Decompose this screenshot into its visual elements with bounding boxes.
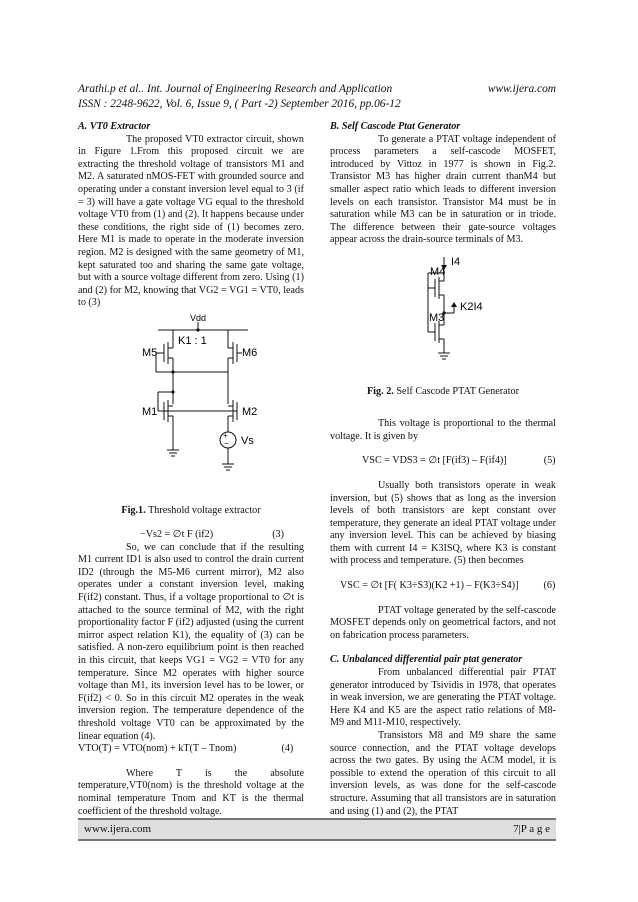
page-footer xyxy=(78,818,556,841)
mirror-ratio-label: K1 : 1 xyxy=(178,334,207,347)
issn-line: ISSN : 2248-9622, Vol. 6, Issue 9, ( Part -2) September 2016, pp.06-12 xyxy=(78,98,401,110)
left-paragraph-3: Where T is the absolute temperature,VT0(nom) is the threshold voltage at the nominal temperature Tnom and KT is the thermal coefficient of the threshold voltage. xyxy=(78,767,304,817)
header-website[interactable]: www.ijera.com xyxy=(487,83,556,95)
equation-6: VSC = ∅t [F( K3÷S3)(K2 +1) – F(K3÷S4)] (6) xyxy=(340,580,556,592)
journal-line: Arathi.p et al.. Int. Journal of Engineering Research and Application xyxy=(78,83,393,95)
section-heading-b: B. Self Cascode Ptat Generator xyxy=(330,121,461,132)
figure-2-caption xyxy=(330,386,556,399)
vs-minus-icon: − xyxy=(224,438,229,448)
k2i4-label: K2I4 xyxy=(460,300,483,313)
right-paragraph-4: PTAT voltage generated by the self-cascode MOSFET depends only on geometrical factors, and not on fabrication process parameters. xyxy=(330,604,556,641)
m3-label: M3 xyxy=(429,311,445,324)
figure-2 xyxy=(330,253,556,398)
right-paragraph-3: Usually both transistors operate in weak inversion, but (5) shows that as long as the inversion levels of both transistors are kept constant over temperature, they generate an ideal PTAT voltage under any inversion level. This can be achieved by biasing them with current I4 = K3ISQ, where K3 is constant with process and temperature. (5) then becomes xyxy=(330,479,556,567)
vs-label: Vs xyxy=(241,434,254,447)
k2i4-arrow-icon xyxy=(451,302,457,307)
equation-5: VSC = VDS3 = ∅t [F(if3) – F(if4)] (5) xyxy=(362,455,556,467)
right-paragraph-1: To generate a PTAT voltage independent of process parameters a self-cascode MOSFET, introduced by Vittoz in 1977 is shown in Fig.2. Transistor M3 has higher drain current thanM4 but smaller aspect ratio which leads to different inversion levels on each transistor. Transistor M4 must be in saturation while M3 can be in saturation or in triode. The difference between their gate-source voltages appear across the drain-source terminals of M3. xyxy=(330,133,556,246)
vdd-label: Vdd xyxy=(190,312,207,323)
figure-1-circuit xyxy=(78,312,304,494)
vs-plus-icon: + xyxy=(223,430,228,440)
left-column xyxy=(78,121,304,818)
section-heading-a: A. VT0 Extractor xyxy=(78,121,151,132)
section-heading-c: C. Unbalanced differential pair ptat generator xyxy=(330,654,523,666)
figure-1 xyxy=(78,312,304,517)
left-paragraph-1: The proposed VT0 extractor circuit, shown in Figure 1.From this proposed circuit we are extracting the threshold voltage of transistors M1 and M2. A saturated nMOS-FET with grounded source and operating under a constant inversion level equal to 3 (if = 3) will have a gate voltage VG equal to the threshold voltage VT0 from (1) and (2). It happens because under these conditions, the right side of (1) becomes zero. Here M1 is made to operate in the moderate inversion region. M2 is designed with the same geometry of M1, kept saturated too and sharing the same gate voltage, but with a source voltage different from zero. Using (1) and (2) for M2, knowing that VG2 = VG1 = VT0, leads to (3) xyxy=(78,133,304,309)
footer-website[interactable]: www.ijera.com xyxy=(84,823,152,835)
right-column xyxy=(330,121,556,818)
left-paragraph-2: So, we can conclude that if the resulting M1 current ID1 is also used to control the drain current ID2 (through the M5-M6 current mirror), M2 also operates under a constant inversion level, making F(if2) constant. Thus, if a voltage proportional to ∅t is attached to the source terminal of M2, with the right proportionality factor F (if2) adjusted (using the current mirror aspect relation K1), the equality of (3) can be satisfied. A non-zero equilibrium point is then reached in this circuit, that keeps VG1 = VG2 = VT0 for any temperature. Since M2 operates with higher source voltage than M1, its inversion level has to be lower, or F(if2) < 0. So in this circuit M2 operates in the weak inversion region. The temperature dependence of the threshold voltage VT0 can be approximated by the linear equation (4). xyxy=(78,541,304,742)
right-paragraph-5: From unbalanced differential pair PTAT generator introduced by Tsividis in 1978, that operates in weak inversion, we are generating the PTAT voltage. Here K4 and K5 are the aspect ratio relations of M8-M9 and M11-M10, respectively. xyxy=(330,667,556,729)
equation-4: VTO(T) = VTO(nom) + kT(T – Tnom) (4) xyxy=(78,743,294,755)
m2-label: M2 xyxy=(242,405,258,418)
equation-3-number: (3) xyxy=(272,529,284,541)
equation-3: −Vs2 = ∅t F (if2) (3) xyxy=(140,529,284,541)
equation-6-number: (6) xyxy=(543,580,556,592)
equation-4-number: (4) xyxy=(281,743,294,755)
m1-label: M1 xyxy=(142,405,158,418)
figure-2-caption-text: Self Cascode PTAT Generator xyxy=(396,385,520,397)
figure-1-caption xyxy=(78,505,304,518)
m5-label: M5 xyxy=(142,346,158,359)
figure-1-caption-num: Fig.1. xyxy=(121,504,146,516)
figure-2-circuit xyxy=(330,253,556,381)
figure-2-caption-num: Fig. 2. xyxy=(366,385,394,397)
right-paragraph-2: This voltage is proportional to the thermal voltage. It is given by xyxy=(330,418,556,442)
m6-label: M6 xyxy=(242,346,258,359)
figure-1-caption-text: Threshold voltage extractor xyxy=(148,504,261,516)
equation-5-number: (5) xyxy=(543,455,556,467)
footer-page-number: 7|P a g e xyxy=(513,823,550,835)
i4-label: I4 xyxy=(451,255,461,268)
m4-label: M4 xyxy=(430,265,446,278)
right-paragraph-6: Transistors M8 and M9 share the same source connection, and the PTAT voltage develops across the two gates. By using the ACM model, it is possible to extend the operation of this circuit to all inversion levels, as was done for the self-cascode structure. Assuming that all transistors are in saturation and using (1) and (2), the PTAT xyxy=(330,730,556,817)
